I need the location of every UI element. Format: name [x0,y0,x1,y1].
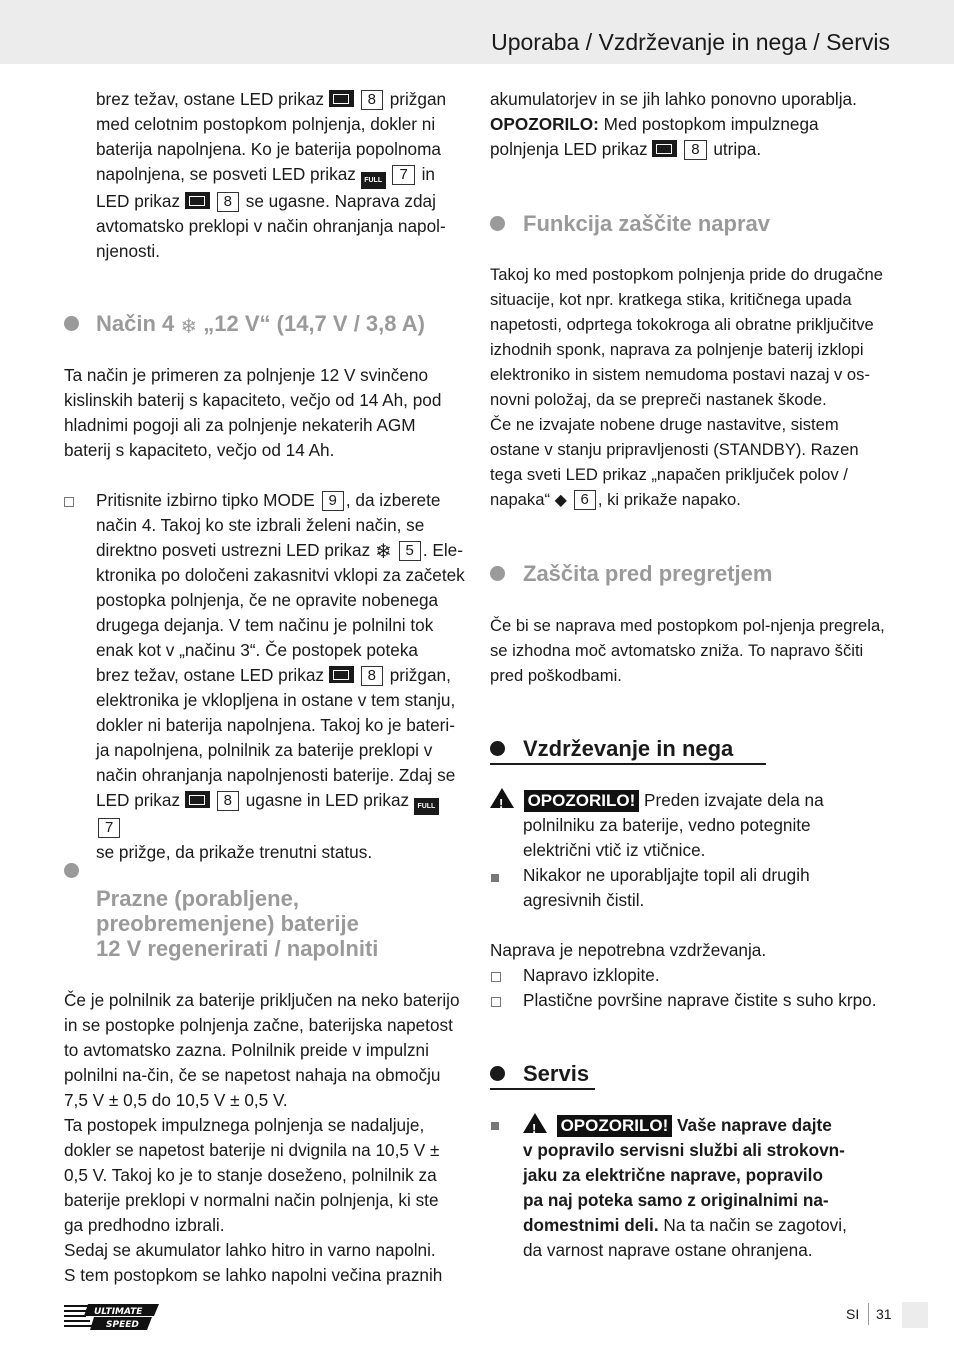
svg-text:SPEED: SPEED [106,1320,139,1330]
mode4-step: Pritisnite izbirno tipko MODE 9 , da izberete način 4. Takoj ko ste izbrali želeni način, se direktno posveti ustrezni LED prikaz ❄ 5 . Ele- ktronika po določeni zakasnitvi vklopi za začetek postopka polnjenja, če ne opravite nobenega drugega dejanja. V tem načinu je polnilni tok enak kot v „načinu 3“. Če postopek poteka brez težav, ostane LED prikaz 8 prižgan, elektronika je vklopljena in ostane v tem stanju, dokler ni baterija napolnjena. Takoj ko je bateri- ja napolnjena, polnilnik za baterije preklopi v način ohranjanja napolnjenosti baterije. Zdaj se LED prikaz 8 ugasne in LED prikaz FULL 7 se prižge, da prikaže trenutni status. [96,490,465,862]
snowflake-icon: ❄ [180,316,198,338]
ultimate-speed-logo [64,1303,159,1331]
text: se ugasne. Naprava zdaj [245,191,436,211]
language-code: SI [846,1306,860,1322]
text-line: njenosti. [96,241,161,261]
page-number: 31 [876,1306,892,1322]
overheat-paragraph: Če bi se naprava med postopkom pol-njenja pregrela, se izhodna moč avtomatsko zniža. To napravo ščiti pred poškodbami. [490,616,885,685]
list-square-icon [64,497,74,507]
text-line: hladnimi pogoji ali za polnjenje nekaterih AGM [64,415,416,435]
protection-paragraph: Takoj ko med postopkom polnjenja pride do drugačne situacije, kot npr. kratkega stika, kritičnega upada napetosti, odprtega tokokroga ali obratne priključitve izhodnih sponk, naprava za polnjenje baterij izklopi elektroniko in sistem nemudoma postavi nazaj v os- novni položaj, da se prepreči nastanek škode. Če ne izvajate nobene druge nastavitve, sistem ostane v stanju pripravljenosti (STANDBY). Razen tega sveti LED prikaz „napačen priključek polov / napaka“ ◆ 6 , ki prikaže napako. [490,265,883,509]
page-header [0,0,954,64]
error-diamond-icon: ◆ [554,492,567,509]
section-heading-protection: Funkcija zaščite naprav [523,211,770,236]
ref-box: 8 [217,192,239,212]
maintenance-note: Naprava je nepotrebna vzdrževanja. [490,940,767,960]
ref-box: 8 [217,791,239,811]
list-square-filled-icon [491,874,499,882]
maintenance-step: Napravo izklopite. [523,965,660,985]
bullet-dot-icon [490,741,505,756]
ref-box: 8 [361,90,383,110]
text-line: Ta način je primeren za polnjenje 12 V svinčeno [64,365,429,385]
maintenance-bullet: Nikakor ne uporabljajte topil ali drugih agresivnih čistil. [523,865,810,910]
list-square-icon [491,972,501,982]
right-continuation: akumulatorjev in se jih lahko ponovno uporablja. OPOZORILO: Med postopkom impulznega polnjenja LED prikaz 8 utripa. [490,89,857,159]
bullet-dot-icon [490,1066,505,1081]
bullet-dot-icon [64,863,79,878]
text: brez težav, ostane LED prikaz [96,89,325,109]
regen-paragraph: Če je polnilnik za baterije priključen na neko baterijo in se postopke polnjenja začne, baterijska napetost to avtomatsko zazna. Polnilnik preide v impulzni polnilni na-čin, če se napetost nahaja na območju 7,5 V ± 0,5 do 10,5 V ± 0,5 V. Ta postopek impulznega polnjenja se nadaljuje, dokler se napetost baterije ni dvignila na 10,5 V ± 0,5 V. Takoj ko je to stanje doseženo, polnilnik za baterije preklopi v normalni način polnjenja, ki ste ga predhodno izbrali. Sedaj se akumulator lahko hitro in varno napolni. S tem postopkom se lahko napolni večina praznih [64,990,460,1285]
list-square-filled-icon [491,1122,499,1130]
service-warning: ! OPOZORILO! Vaše naprave dajte v popravilo servisni službi ali strokovn- jaku za električne naprave, popravilo pa naj poteka samo z originalnimi na- domestnimi deli. Na ta način se zagotovi, da varnost naprave ostane ohranjena. [523,1113,903,1263]
section-heading-overheat: Zaščita pred pregretjem [523,561,773,586]
text: LED prikaz [96,191,181,211]
footer-tab [902,1302,928,1328]
text: in [421,164,435,184]
warning-badge: OPOZORILO! [557,1115,673,1137]
footer-divider [868,1303,869,1325]
text: napolnjena, se posveti LED prikaz [96,164,356,184]
full-led-icon: FULL [361,172,386,189]
battery-led-icon [329,90,354,107]
ref-box: 7 [392,165,414,185]
warning-triangle-icon [490,788,514,808]
svg-text:ULTIMATE: ULTIMATE [94,1307,143,1317]
ref-box: 6 [574,490,596,510]
section-heading-regen: Prazne (porabljene, preobremenjene) baterije 12 V regenerirati / napolniti [96,886,379,961]
full-led-icon: FULL [414,798,439,815]
heading-underline [490,763,766,765]
battery-led-icon [652,140,677,157]
ref-box: 8 [684,140,706,160]
section-heading-mode4: Način 4 ❄ „12 V“ (14,7 V / 3,8 A) [96,311,426,338]
text-line: med celotnim postopkom polnjenja, dokler ni [96,114,436,134]
text-line: baterij s kapaciteto, večjo od 14 Ah. [64,440,335,460]
list-square-icon [491,997,501,1007]
snowflake-icon: ❄ [374,541,392,563]
ref-box: 9 [322,491,344,511]
battery-led-icon [185,791,210,808]
warning-triangle-icon [523,1113,547,1133]
heading-underline [490,1088,595,1090]
battery-led-icon [185,192,210,209]
ref-box: 7 [98,818,120,838]
section-heading-service: Servis [523,1061,590,1086]
warning-label: OPOZORILO: [490,114,599,134]
bullet-dot-icon [64,316,79,331]
battery-led-icon [329,666,354,683]
warning-badge: OPOZORILO! [524,790,640,812]
ref-box: 5 [399,541,421,561]
maintenance-warning: ! OPOZORILO! Preden izvajate dela na polnilniku za baterije, vedno potegnite električni vtič iz vtičnice. [490,788,900,863]
section-heading-maintenance: Vzdrževanje in nega [523,736,734,761]
page-title: Uporaba / Vzdrževanje in nega / Servis [491,29,890,55]
left-intro [96,87,466,264]
bullet-dot-icon [490,566,505,581]
mode4-paragraph [64,363,464,463]
text-line: baterija napolnjena. Ko je baterija popolnoma [96,139,441,159]
text-line: kislinskih baterij s kapaciteto, večjo od 14 Ah, pod [64,390,442,410]
maintenance-step: Plastične površine naprave čistite s suho krpo. [523,990,877,1010]
text: prižgan [389,89,447,109]
bullet-dot-icon [490,216,505,231]
text-line: avtomatsko preklopi v način ohranjanja napol- [96,216,446,236]
ref-box: 8 [361,666,383,686]
